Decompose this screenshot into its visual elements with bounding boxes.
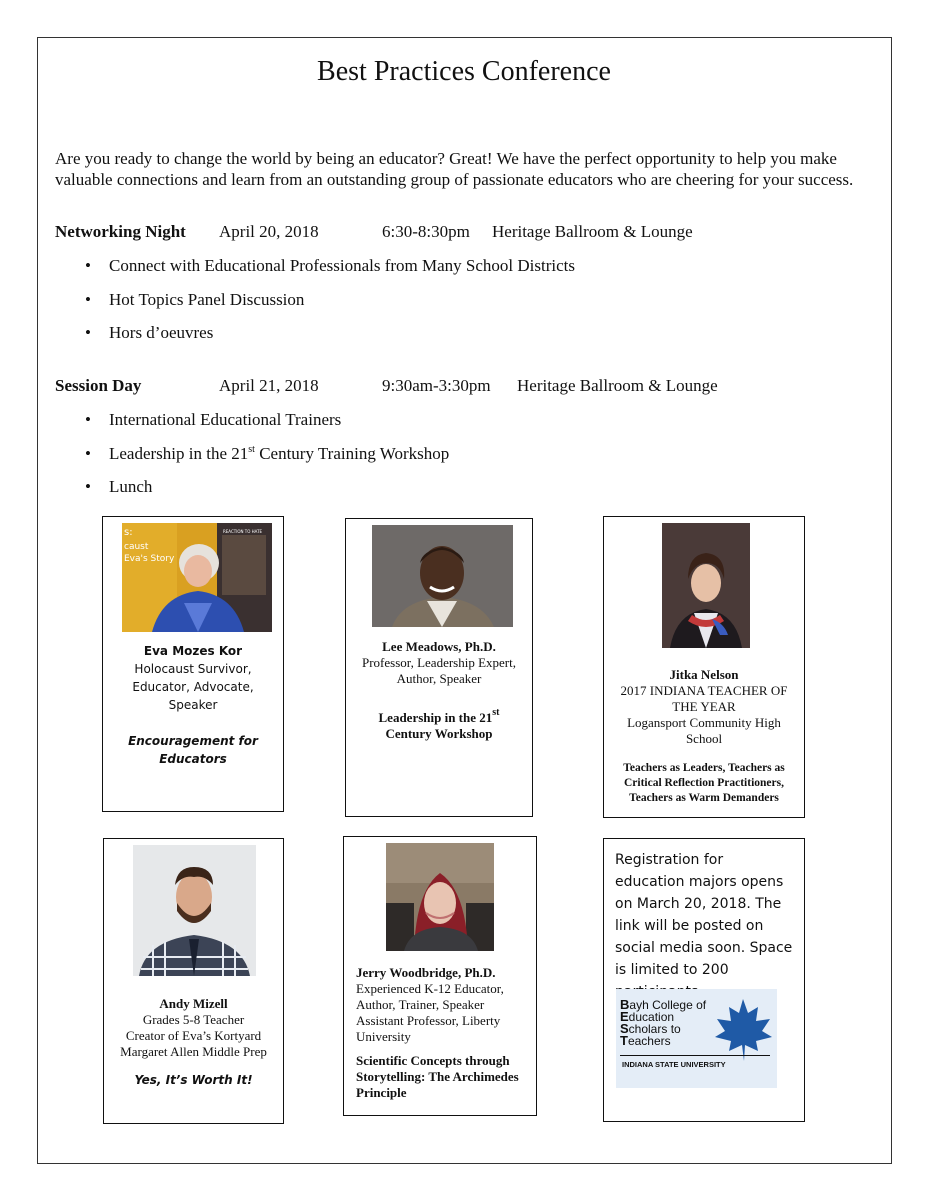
speaker-name: Lee Meadows, Ph.D. (382, 639, 496, 654)
speaker-role: Assistant Professor, Liberty (356, 1013, 501, 1028)
svg-text:s:: s: (124, 527, 133, 538)
talk-title: Teachers as Leaders, Teachers as (623, 762, 785, 774)
intro-paragraph: Are you ready to change the world by being an educator? Great! We have the perfect opportunity to help you make valuable connections and learn from an outstanding group of passionate educators who are cheering for your success. (55, 149, 854, 189)
speaker-card-lee-meadows (345, 518, 533, 817)
svg-text:Eva's Story: Eva's Story (124, 554, 175, 564)
event-location: Heritage Ballroom & Lounge (517, 376, 718, 395)
speaker-name: Jitka Nelson (669, 667, 739, 682)
registration-card (603, 838, 805, 1122)
speaker-card-andy-mizell (103, 838, 284, 1124)
speaker-photo (133, 845, 256, 976)
speaker-role: Educator, Advocate, (132, 680, 254, 694)
speaker-role: Speaker (168, 698, 218, 712)
event-name: Networking Night (55, 222, 186, 241)
event-time: 9:30am-3:30pm (382, 376, 491, 395)
svg-text:REACTION TO HATE: REACTION TO HATE (223, 529, 263, 534)
speaker-photo (372, 525, 513, 627)
bullet-icon: • (85, 256, 91, 275)
talk-title: Encouragement for (128, 734, 258, 748)
speaker-role: Logansport Community High (627, 715, 781, 730)
speaker-role: Experienced K-12 Educator, (356, 981, 504, 996)
speaker-role: Holocaust Survivor, (134, 662, 252, 676)
speaker-role: Margaret Allen Middle Prep (120, 1044, 267, 1059)
bullet-icon: • (85, 477, 91, 496)
speaker-photo (386, 843, 494, 951)
talk-title: Principle (356, 1085, 407, 1100)
bullet-icon: • (85, 323, 91, 342)
speaker-name: Eva Mozes Kor (143, 644, 243, 658)
speaker-role: Creator of Eva’s Kortyard (125, 1028, 262, 1043)
event-date: April 20, 2018 (219, 222, 319, 241)
talk-title: Yes, It’s Worth It! (134, 1073, 253, 1087)
speaker-role: School (685, 731, 723, 746)
speaker-name: Jerry Woodbridge, Ph.D. (356, 965, 496, 980)
maple-leaf-icon (712, 997, 774, 1063)
talk-title: Educators (159, 752, 227, 766)
talk-title: Leadership in the 21st (378, 707, 500, 725)
speaker-name: Andy Mizell (159, 996, 228, 1011)
event-location: Heritage Ballroom & Lounge (492, 222, 693, 241)
bullet-icon: • (85, 410, 91, 429)
event-date: April 21, 2018 (219, 376, 319, 395)
svg-text:caust: caust (124, 542, 149, 552)
speaker-role: Grades 5-8 Teacher (142, 1012, 245, 1027)
talk-title: Critical Reflection Practitioners, (624, 777, 784, 789)
bullet-icon: • (85, 290, 91, 309)
talk-title: Scientific Concepts through (356, 1053, 510, 1068)
speaker-role: Author, Trainer, Speaker (356, 997, 485, 1012)
university-name: INDIANA STATE UNIVERSITY (622, 1060, 726, 1069)
talk-title: Century Workshop (385, 726, 493, 741)
speaker-role: 2017 INDIANA TEACHER OF (620, 683, 788, 698)
speaker-role: THE YEAR (672, 699, 736, 714)
event-name: Session Day (55, 376, 142, 395)
registration-text: Registration for education majors opens on March 20, 2018. The link will be posted on social media soon. Space is limited to 200 (615, 852, 793, 978)
speaker-card-jerry-woodbridge (343, 836, 537, 1116)
talk-title: Storytelling: The Archimedes (356, 1069, 519, 1084)
speaker-role: Author, Speaker (396, 671, 482, 686)
speaker-card-eva-mozes-kor (102, 516, 284, 812)
event-time: 6:30-8:30pm (382, 222, 470, 241)
speaker-photo (662, 523, 750, 648)
bullet-icon: • (85, 444, 91, 463)
speaker-role: University (356, 1029, 411, 1044)
speaker-photo (122, 523, 272, 632)
bayh-college-logo: Bayh College of Education Scholars to Teachers INDIANA STATE UNIVERSITY (616, 989, 777, 1088)
speaker-card-jitka-nelson (603, 516, 805, 818)
speaker-role: Professor, Leadership Expert, (362, 655, 516, 670)
talk-title: Teachers as Warm Demanders (629, 792, 779, 804)
page-title: Best Practices Conference (317, 56, 611, 87)
